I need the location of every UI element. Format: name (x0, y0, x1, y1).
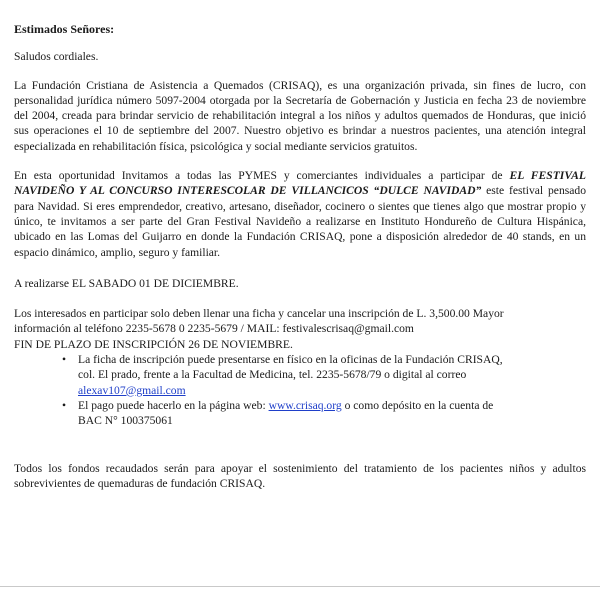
greeting: Estimados Señores: (14, 22, 115, 36)
event-date: A realizarse EL SABADO 01 DE DICIEMBRE. (14, 276, 239, 290)
list-item-text: El pago puede hacerlo en la página web: (78, 398, 269, 412)
invitation-paragraph (14, 168, 586, 260)
list-item-text: o como depósito en la cuenta de (341, 398, 494, 412)
list-item-line: La ficha de inscripción puede presentarse en físico en la oficinas de la Fundación CRISAQ, (78, 353, 503, 367)
list-item-line: col. El prado, frente a la Facultad de Medicina, tel. 2235-5678/79 o digital al correo (78, 368, 467, 382)
event-name: EL FESTIVAL NAVIDEÑO Y AL CONCURSO INTERESCOLAR DE VILLANCICOS “DULCE NAVIDAD” (14, 169, 587, 198)
instructions-list (14, 352, 586, 428)
invitation-text-post: este festival pensado para Navidad. Si eres emprendedor, creativo, artesano, diseñador, cocinero o sientes que tienes algo que mostrar propio y único, te invitamos a ser parte del Gran Festival Navideño a realizarse en Instituto Hondureño de Cultura Hispánica, ubicado en las Lomas del Guijarro en donde la Fundación CRISAQ, pone a disposición alrededor de 40 stands, en un espacio dinámico, amplio, seguro y familiar. (14, 184, 586, 259)
registration-info (14, 306, 586, 337)
list-item (62, 352, 586, 398)
registration-line-2: información al teléfono 2235-5678 0 2235-5679 / MAIL: festivalescrisaq@gmail.com (14, 322, 414, 336)
intro-paragraph: La Fundación Cristiana de Asistencia a Quemados (CRISAQ), es una organización privada, sin fines de lucro, con personalidad jurídica número 5097-2004 otorgada por la Secretaría de Gobernación y Justicia en fecha 23 de noviembre del 2004, creada para brindar servicio de rehabilitación integral a los niños y adultos quemados de Honduras, que inició sus operaciones el 10 de septiembre del 2007. Nuestro objetivo es brindar a nuestros pacientes, una atención integral especializada en rehabilitación física, psicológica y social mediante servicios gratuitos. (14, 78, 586, 153)
bullet-icon: • (62, 353, 67, 367)
registration-deadline: FIN DE PLAZO DE INSCRIPCIÓN 26 DE NOVIEMBRE. (14, 337, 293, 351)
registration-line-1: Los interesados en participar solo deben llenar una ficha y cancelar una inscripción de L. 3,500.00 Mayor (14, 307, 504, 321)
list-item (62, 398, 586, 429)
website-link[interactable]: www.crisaq.org (268, 398, 342, 412)
closing-paragraph: Todos los fondos recaudados serán para apoyar el sostenimiento del tratamiento de los pacientes niños y adultos sobrevivientes de quemaduras de fundación CRISAQ. (14, 461, 586, 490)
page-divider (0, 586, 600, 587)
invitation-text-pre: En esta oportunidad Invitamos a todas las PYMES y comerciantes individuales a participar de (14, 169, 510, 183)
salutation: Saludos cordiales. (14, 50, 99, 64)
bullet-icon: • (62, 398, 67, 412)
bank-account: BAC N° 100375061 (78, 414, 173, 428)
email-link[interactable]: alexav107@gmail.com (78, 383, 186, 397)
